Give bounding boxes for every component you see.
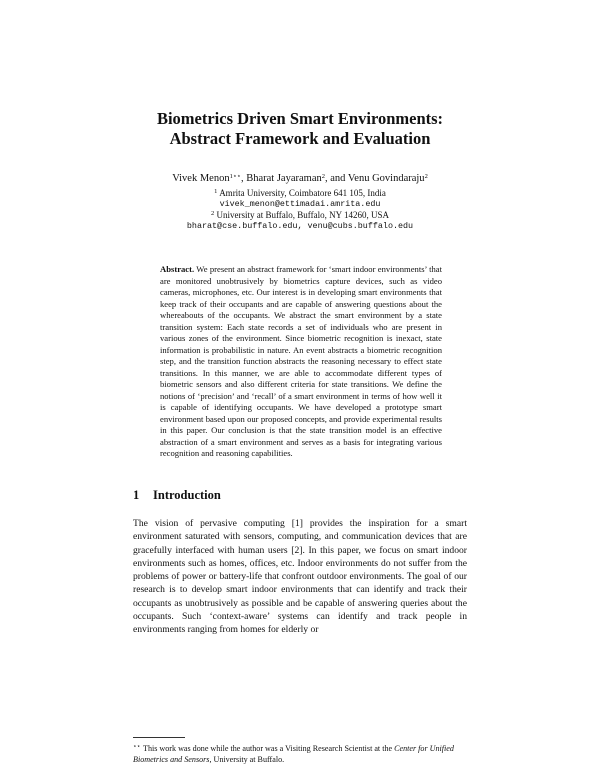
- intro-paragraph: The vision of pervasive computing [1] provides the inspiration for a smart environment saturated with sensors, computing, and communication devices that are gracefully interfaced with human users [2]. In this paper, we focus on smart indoor environments such as homes, offices, etc. Indoor environments do not suffer from the problems of power or battery-life that confront outdoor environments. The goal of our research is to develop smart indoor environments that can identify and track their occupants as unobtrusively as possible and be capable of answering queries about the occupants. Such ‘context-aware’ systems can identify and track people in environments ranging from homes for elderly or: [133, 518, 467, 636]
- affiliation-2-emails: bharat@cse.buffalo.edu, venu@cubs.buffalo.edu: [186, 221, 414, 231]
- footnote-rule: [133, 737, 185, 738]
- section-number: 1: [133, 488, 140, 502]
- section-heading: [133, 488, 221, 503]
- affiliation-2: $^2$ University at Buffalo, Buffalo, NY 14260, USA: [210, 210, 390, 220]
- affiliation-1-email: vivek_menon@ettimadai.amrita.edu: [219, 199, 381, 209]
- footnote: ⋆⋆ This work was done while the author was a Visiting Research Scientist at the Center for Unified Biometrics and Sensors, University at Buffalo.: [133, 744, 454, 764]
- footnote-center-name: Center for Unified Biometrics and Sensors: [133, 744, 454, 764]
- author-3-sup: 2: [424, 173, 428, 180]
- abstract-text: We present an abstract framework for ‘smart indoor environments’ that are monitored unobtrusively by biometrics capture devices, such as video cameras, microphones, etc. Our interest is in developing smart environments that keep track of their occupants and are capable of answering questions about the whereabouts of the occupants. We abstract the smart environment by a state transition system: Each state records a set of individuals who are present in various zones of the environment. Since biometric recognition is inexact, state information is probabilistic in nature. An event abstracts a biometric recognition step, and the transition function abstracts the reasoning necessary to effect state transitions. In this manner, we are able to accommodate different types of biometric sensors and also different criteria for state transitions. We define the notions of ‘precision’ and ‘recall’ of a smart environment in terms of how well it is capable of identifying occupants. We have developed a prototype smart environment based upon our proposed concepts, and provide experimental results in this paper. Our conclusion is that the state transition model is an effective abstraction of a smart environment and serves as a basis for integrating various recognition and reasoning capabilities.: [160, 264, 442, 458]
- author-2-sup: 2: [321, 173, 325, 180]
- author-list: Vivek Menon$^{1⋆⋆}$, Bharat Jayaraman$^2$, and Venu Govindaraju$^2$: [172, 173, 428, 184]
- author-2: Bharat Jayaraman: [246, 173, 322, 184]
- section-title: Introduction: [153, 488, 221, 502]
- author-1: Vivek Menon: [172, 173, 230, 184]
- abstract: [160, 264, 442, 460]
- footnote-mark: ⋆⋆: [133, 744, 141, 750]
- paper-title-line-1: Biometrics Driven Smart Environments:: [156, 109, 444, 128]
- abstract-label: Abstract.: [160, 264, 195, 274]
- author-3: Venu Govindaraju: [347, 173, 425, 184]
- author-1-sup: 1⋆⋆: [229, 173, 241, 180]
- affiliation-1: $^1$ Amrita University, Coimbatore 641 105, India: [214, 188, 386, 198]
- paper-title-line-2: Abstract Framework and Evaluation: [169, 129, 431, 148]
